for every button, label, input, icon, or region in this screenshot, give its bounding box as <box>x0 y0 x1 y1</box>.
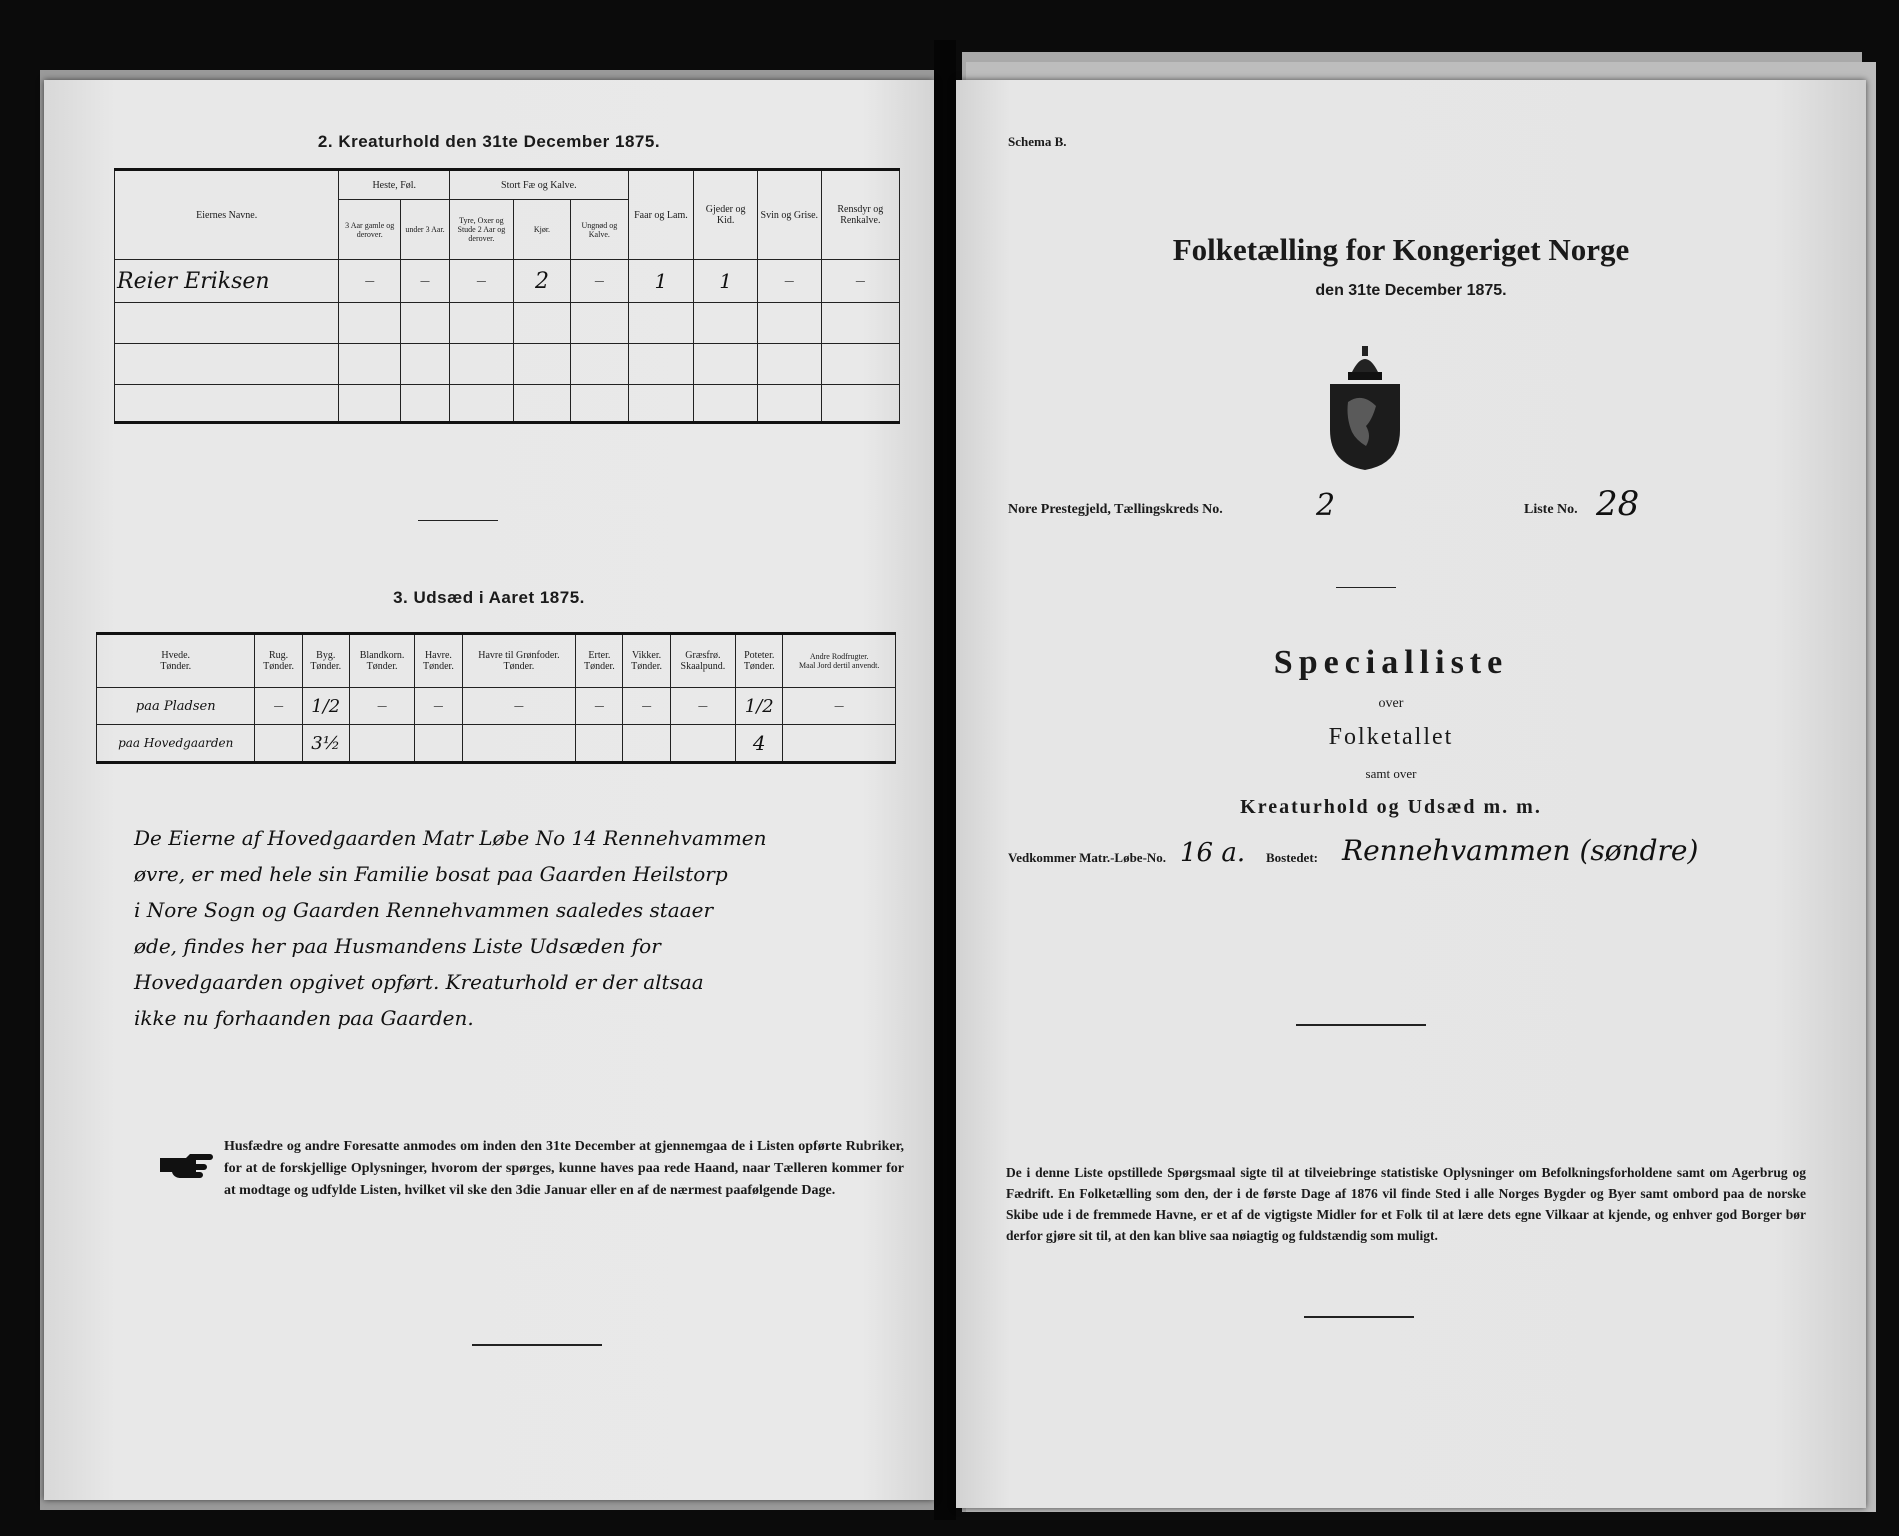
table-cell <box>694 303 758 344</box>
table-cell <box>339 303 401 344</box>
cell-text: Hovedgaarden opgivet opført. Kreaturhold er der altsaa <box>134 970 704 994</box>
table-cell <box>450 303 514 344</box>
table-cell: — <box>349 688 414 725</box>
table-cell <box>339 385 401 423</box>
cell-text: Tønder. <box>160 661 192 672</box>
header-cattle-young: Ungnød og Kalve. <box>571 200 628 260</box>
table-cell: — <box>462 688 576 725</box>
table-cell: — <box>415 688 462 725</box>
seed-row-label: paa Hovedgaarden <box>97 725 255 763</box>
header-reindeer: Rensdyr og Renkalve. <box>821 170 899 260</box>
table-cell <box>415 725 462 763</box>
header-sheep: Faar og Lam. <box>628 170 694 260</box>
table-cell <box>349 725 414 763</box>
kreaturhold-label: Kreaturhold og Udsæd m. m. <box>1240 796 1542 818</box>
table-cell <box>628 344 694 385</box>
seed-table <box>96 632 896 764</box>
table-cell <box>623 725 670 763</box>
left-page <box>44 80 934 1500</box>
cell-text: Blandkorn. <box>359 650 405 661</box>
table-cell <box>628 385 694 423</box>
cell-text: Andre Rodfrugter. <box>809 652 869 661</box>
divider <box>1336 587 1396 588</box>
divider <box>418 520 498 521</box>
header-horses-old: 3 Aar gamle og derover. <box>339 200 401 260</box>
table-cell <box>757 385 821 423</box>
table-cell <box>757 303 821 344</box>
table-cell <box>450 344 514 385</box>
table-cell: — <box>623 688 670 725</box>
coat-of-arms-icon <box>1324 342 1406 472</box>
cell-horses-old: — <box>339 260 401 303</box>
kreds-number: 2 <box>1316 488 1336 523</box>
cell-horses-young: — <box>401 260 450 303</box>
cell-text: Tønder. <box>310 661 342 672</box>
table-cell <box>628 303 694 344</box>
table-row <box>115 303 900 344</box>
table-cell <box>513 344 570 385</box>
samt-over-label: samt over <box>1365 766 1417 781</box>
cell-text: Erter. <box>588 650 611 661</box>
seed-header-5 <box>462 634 576 688</box>
cell-text: Vikker. <box>632 650 662 661</box>
divider <box>472 1344 602 1346</box>
table-cell <box>401 303 450 344</box>
section3-title: 3. Udsæd i Aaret 1875. <box>393 588 585 607</box>
specialliste-heading: Specialliste <box>1273 644 1509 681</box>
table-cell <box>255 725 302 763</box>
table-row <box>97 688 896 725</box>
cell-text: Tønder. <box>263 661 294 672</box>
seed-header-9 <box>736 634 783 688</box>
table-cell <box>115 303 339 344</box>
table-cell <box>694 385 758 423</box>
table-row <box>115 344 900 385</box>
header-goats: Gjeder og Kid. <box>694 170 758 260</box>
table-cell: — <box>255 688 302 725</box>
cell-text: Maal Jord dertil anvendt. <box>798 661 880 670</box>
table-cell <box>513 385 570 423</box>
cell-cattle-oxen: — <box>450 260 514 303</box>
cell-text: Tønder. <box>743 661 775 672</box>
table-cell <box>571 303 628 344</box>
header-owner: Eiernes Navne. <box>115 170 339 260</box>
liste-number: 28 <box>1596 484 1640 524</box>
table-cell: 1/2 <box>302 688 349 725</box>
over-label: over <box>1378 696 1404 711</box>
header-cattle-oxen: Tyre, Oxer og Stude 2 Aar og derover. <box>450 200 514 260</box>
liste-label: Liste No. <box>1524 502 1578 517</box>
document-title: Folketælling for Kongeriget Norge <box>1172 232 1630 267</box>
table-cell <box>450 385 514 423</box>
cell-text: Græsfrø. <box>685 650 721 661</box>
seed-header-3 <box>349 634 414 688</box>
table-cell <box>571 344 628 385</box>
cell-text: Havre til Grønfoder. <box>478 650 560 661</box>
seed-header-10 <box>783 634 896 688</box>
table-cell <box>757 344 821 385</box>
schema-label: Schema B. <box>1008 134 1067 149</box>
cell-cattle-young: — <box>571 260 628 303</box>
table-row <box>115 385 900 423</box>
cell-text: øvre, er med hele sin Familie bosat paa Gaarden Heilstorp <box>134 862 728 886</box>
seed-header-0 <box>97 634 255 688</box>
cell-cattle-cows: 2 <box>513 260 570 303</box>
seed-header-7 <box>623 634 670 688</box>
table-cell <box>670 725 735 763</box>
table-cell <box>401 344 450 385</box>
matr-number: 16 a. <box>1180 838 1246 868</box>
cell-text: Hvede. <box>161 650 191 661</box>
cell-sheep: 1 <box>628 260 694 303</box>
cell-text: Tønder. <box>583 661 615 672</box>
handwritten-note <box>134 820 904 1036</box>
document-date: den 31te December 1875. <box>1315 282 1507 299</box>
table-cell <box>513 303 570 344</box>
right-page <box>956 80 1866 1508</box>
table-cell <box>783 725 896 763</box>
table-cell <box>821 303 899 344</box>
seed-header-8 <box>670 634 735 688</box>
table-row <box>97 725 896 763</box>
table-cell <box>694 344 758 385</box>
cell-text: øde, findes her paa Husmandens Liste Udsæden for <box>134 934 661 958</box>
divider <box>1304 1316 1414 1318</box>
cell-text: ikke nu forhaanden paa Gaarden. <box>134 1006 474 1030</box>
seed-header-4 <box>415 634 462 688</box>
livestock-table <box>114 168 900 424</box>
prestegjeld-label: Nore Prestegjeld, Tællingskreds No. <box>1008 502 1223 517</box>
table-cell <box>115 344 339 385</box>
seed-header-2 <box>302 634 349 688</box>
cell-text: Byg. <box>316 650 336 661</box>
table-cell <box>821 344 899 385</box>
table-cell <box>571 385 628 423</box>
seed-row-label: paa Pladsen <box>97 688 255 725</box>
header-cattle-cows: Kjør. <box>513 200 570 260</box>
cell-text: Havre. <box>424 650 452 661</box>
table-cell <box>576 725 623 763</box>
header-horses: Heste, Føl. <box>339 170 450 200</box>
table-cell <box>462 725 576 763</box>
owner-name: Reier Eriksen <box>115 260 339 303</box>
cell-reindeer: — <box>821 260 899 303</box>
folketallet-label: Folketallet <box>1328 724 1454 750</box>
header-horses-young: under 3 Aar. <box>401 200 450 260</box>
bosted-value: Rennehvammen (søndre) <box>1342 834 1699 867</box>
cell-goats: 1 <box>694 260 758 303</box>
cell-text: De Eierne af Hovedgaarden Matr Løbe No 14 Rennehvammen <box>134 826 767 850</box>
table-cell: — <box>783 688 896 725</box>
table-cell <box>115 385 339 423</box>
header-pigs: Svin og Grise. <box>757 170 821 260</box>
cell-pigs: — <box>757 260 821 303</box>
cell-text: Tønder. <box>503 661 535 672</box>
header-cattle: Stort Fæ og Kalve. <box>450 170 628 200</box>
table-cell: — <box>576 688 623 725</box>
notice-text: Husfædre og andre Foresatte anmodes om inden den 31te December at gjennemgaa de i Listen opførte Rubriker, for at de forskjellige Oplysninger, hvorom der spørges, kunne haves paa rede Haand, naar Tælleren kommer for at modtage og udfylde Listen, hvilket vil ske den 3die Januar eller en af de nærmest paafølgende Dage. <box>224 1139 904 1198</box>
matr-label: Vedkommer Matr.-Løbe-No. <box>1008 850 1167 865</box>
divider <box>1296 1024 1426 1026</box>
table-cell <box>401 385 450 423</box>
information-paragraph: De i denne Liste opstillede Spørgsmaal sigte til at tilveiebringe statistiske Oplysninger om Befolkningsforholdene samt om Agerbrug og Fædrift. En Folketælling som den, der i de første Dage af 1876 vil finde Sted i alle Norges Bygder og Byer samt ombord paa de norske Skibe ude i de fremmede Havne, er et af de vigtigste Midler for et Folk til at lære dets egne Vilkaar at kjende, og enhver god Borger bør derfor gjøre sit til, at den kan blive saa nøiagtig og fuldstændig som muligt. <box>1006 1165 1806 1243</box>
table-cell: — <box>670 688 735 725</box>
cell-text: Tønder. <box>631 661 662 672</box>
cell-text: Skaalpund. <box>680 661 726 672</box>
section2-title: 2. Kreaturhold den 31te December 1875. <box>317 132 661 151</box>
seed-header-6 <box>576 634 623 688</box>
table-cell: 1/2 <box>736 688 783 725</box>
cell-text: Tønder. <box>366 661 398 672</box>
table-cell: 3½ <box>302 725 349 763</box>
cell-text: i Nore Sogn og Gaarden Rennehvammen saaledes staaer <box>134 898 714 922</box>
cell-text: Poteter. <box>744 650 775 661</box>
cell-text: Rug. <box>268 650 289 661</box>
bosted-label: Bostedet: <box>1266 850 1318 865</box>
table-row <box>115 260 900 303</box>
table-cell: 4 <box>736 725 783 763</box>
table-cell <box>821 385 899 423</box>
seed-header-1 <box>255 634 302 688</box>
table-cell <box>339 344 401 385</box>
cell-text: Tønder. <box>423 661 454 672</box>
pointing-hand-icon <box>158 1150 214 1178</box>
